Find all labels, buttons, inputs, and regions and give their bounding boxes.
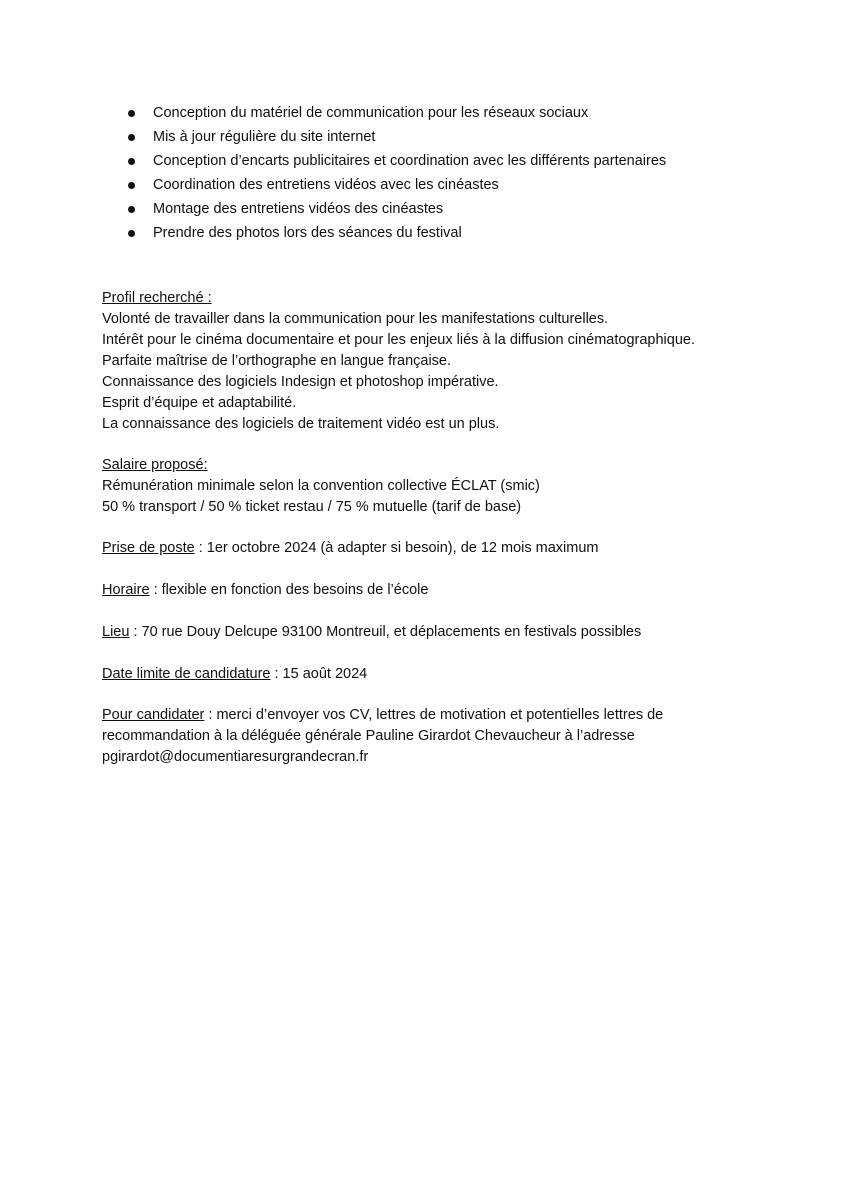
horaire-section — [102, 580, 792, 601]
task-item — [128, 197, 788, 221]
bullet-icon — [128, 158, 135, 165]
prise-heading: Prise de poste — [102, 540, 195, 556]
task-item — [128, 149, 788, 173]
profil-section — [102, 288, 792, 435]
task-text: Mis à jour régulière du site internet — [153, 129, 376, 145]
candidater-text: : merci d’envoyer vos CV, lettres de motivation et potentielles lettres de — [204, 707, 664, 723]
salaire-line: 50 % transport / 50 % ticket restau / 75 % mutuelle (tarif de base) — [102, 499, 522, 515]
task-item — [128, 125, 788, 149]
task-item — [128, 173, 788, 197]
task-item — [128, 101, 788, 125]
candidater-section — [102, 705, 792, 768]
profil-line: Parfaite maîtrise de l’orthographe en langue française. — [102, 353, 452, 369]
lieu-text: : 70 rue Douy Delcupe 93100 Montreuil, et déplacements en festivals possibles — [129, 624, 642, 640]
salaire-heading: Salaire proposé: — [102, 457, 208, 473]
bullet-icon — [128, 230, 135, 237]
profil-heading: Profil recherché : — [102, 290, 212, 306]
task-text: Prendre des photos lors des séances du festival — [153, 225, 462, 241]
salaire-line: Rémunération minimale selon la convention collective ÉCLAT (smic) — [102, 478, 540, 494]
profil-line: Volonté de travailler dans la communication pour les manifestations culturelles. — [102, 311, 609, 327]
prise-text: : 1er octobre 2024 (à adapter si besoin), de 12 mois maximum — [194, 540, 599, 556]
profil-line: Connaissance des logiciels Indesign et photoshop impérative. — [102, 374, 499, 390]
task-list — [128, 101, 788, 245]
candidater-email: pgirardot@documentiaresurgrandecran.fr — [102, 749, 369, 765]
bullet-icon — [128, 182, 135, 189]
date-limite-heading: Date limite de candidature — [102, 666, 271, 682]
lieu-heading: Lieu — [102, 624, 130, 640]
date-limite-text: : 15 août 2024 — [270, 666, 368, 682]
task-text: Conception d’encarts publicitaires et coordination avec les différents partenaires — [153, 153, 667, 169]
task-text: Montage des entretiens vidéos des cinéastes — [153, 201, 444, 217]
profil-line: Intérêt pour le cinéma documentaire et pour les enjeux liés à la diffusion cinématographique. — [102, 332, 695, 348]
horaire-text: : flexible en fonction des besoins de l’école — [149, 582, 429, 598]
candidater-heading: Pour candidater — [102, 707, 205, 723]
bullet-icon — [128, 110, 135, 117]
lieu-section — [102, 622, 792, 643]
date-limite-section — [102, 664, 792, 685]
task-item — [128, 221, 788, 245]
salaire-section — [102, 455, 792, 518]
profil-line: Esprit d’équipe et adaptabilité. — [102, 395, 297, 411]
horaire-heading: Horaire — [102, 582, 150, 598]
task-text: Coordination des entretiens vidéos avec les cinéastes — [153, 177, 499, 193]
profil-line: La connaissance des logiciels de traitement vidéo est un plus. — [102, 416, 500, 432]
bullet-icon — [128, 134, 135, 141]
task-text: Conception du matériel de communication pour les réseaux sociaux — [153, 105, 589, 121]
prise-de-poste-section — [102, 538, 792, 559]
candidater-line: recommandation à la déléguée générale Pauline Girardot Chevaucheur à l’adresse — [102, 728, 635, 744]
bullet-icon — [128, 206, 135, 213]
